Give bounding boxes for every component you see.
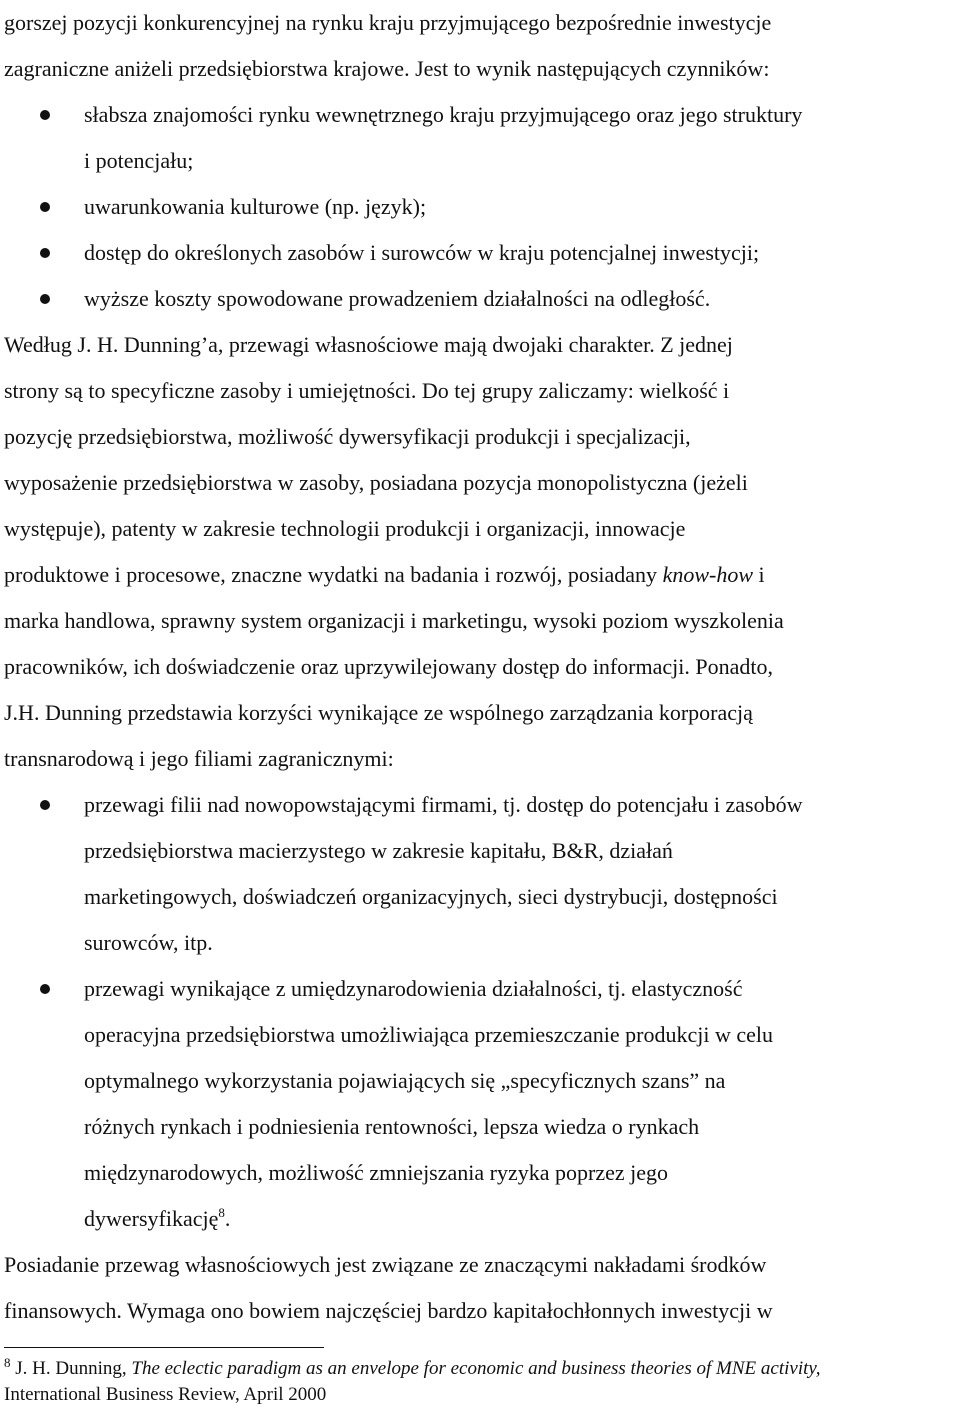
- italic-term: know-how: [662, 562, 754, 587]
- text-line: [4, 690, 956, 736]
- text-line: [4, 598, 956, 644]
- footnote-source: International Business Review, April 2000: [4, 1384, 327, 1405]
- text-line-content: J.H. Dunning przedstawia korzyści wynikające ze wspólnego zarządzania korporacją: [4, 700, 753, 725]
- text-line: [4, 460, 956, 506]
- footnote-divider: [4, 1347, 324, 1348]
- bullet-icon: [40, 202, 50, 212]
- list-item-text: przewagi filii nad nowopowstającymi firmami, tj. dostęp do potencjału i zasobów: [84, 792, 803, 817]
- bullet-icon: [40, 800, 50, 810]
- list-item-text: dywersyfikację: [84, 1206, 219, 1231]
- list-item-text: uwarunkowania kulturowe (np. język);: [84, 194, 427, 219]
- list-item-text: optymalnego wykorzystania pojawiających się „specyficznych szans” na: [84, 1068, 726, 1093]
- list-item-text: międzynarodowych, możliwość zmniejszania ryzyka poprzez jego: [84, 1160, 668, 1185]
- paragraph-ownership: [4, 1242, 956, 1334]
- text-line: [4, 506, 956, 552]
- period: .: [224, 1206, 231, 1231]
- bullet-icon: [40, 984, 50, 994]
- paragraph-dunning: [4, 322, 956, 782]
- text-line: [4, 552, 956, 598]
- list-item: [4, 782, 956, 966]
- text-line: [4, 414, 956, 460]
- text-line: [4, 322, 956, 368]
- text-line-content: gorszej pozycji konkurencyjnej na rynku kraju przyjmującego bezpośrednie inwestycje: [4, 10, 772, 35]
- text-line: [4, 644, 956, 690]
- footnote-title: The eclectic paradigm as an envelope for economic and business theories of MNE activity,: [131, 1358, 821, 1379]
- list-item: [4, 966, 956, 1242]
- text-line: [4, 0, 956, 46]
- list-item: [4, 92, 956, 184]
- bullet-icon: [40, 248, 50, 258]
- list-item-text: różnych rynkach i podniesienia rentowności, lepsza wiedza o rynkach: [84, 1114, 700, 1139]
- footnote-number: 8: [4, 1355, 11, 1370]
- text-line-content: transnarodową i jego filiami zagranicznymi:: [4, 746, 394, 771]
- text-line: [4, 46, 956, 92]
- list-item-text: i potencjału;: [84, 148, 194, 173]
- bullet-icon: [40, 110, 50, 120]
- text-line-content: Posiadanie przewag własnościowych jest związane ze znaczącymi nakładami środków: [4, 1252, 767, 1277]
- list-item-text: operacyjna przedsiębiorstwa umożliwiająca przemieszczanie produkcji w celu: [84, 1022, 774, 1047]
- paragraph-intro: [4, 0, 956, 92]
- text-line-content: marka handlowa, sprawny system organizacji i marketingu, wysoki poziom wyszkolenia: [4, 608, 784, 633]
- list-item-text: dostęp do określonych zasobów i surowców w kraju potencjalnej inwestycji;: [84, 240, 760, 265]
- text-line-content: zagraniczne aniżeli przedsiębiorstwa krajowe. Jest to wynik następujących czynników:: [4, 56, 770, 81]
- text-line: [84, 1196, 956, 1242]
- list-item-text: przedsiębiorstwa macierzystego w zakresie kapitału, B&R, działań: [84, 838, 673, 863]
- text-line: [4, 368, 956, 414]
- list-item: [4, 276, 956, 322]
- bullet-icon: [40, 294, 50, 304]
- text-line-content: i: [758, 562, 765, 587]
- footnote-author: J. H. Dunning,: [15, 1358, 127, 1379]
- text-line-content: strony są to specyficzne zasoby i umiejętności. Do tej grupy zaliczamy: wielkość i: [4, 378, 730, 403]
- list-item-text: słabsza znajomości rynku wewnętrznego kraju przyjmującego oraz jego struktury: [84, 102, 803, 127]
- text-line-content: pracowników, ich doświadczenie oraz uprzywilejowany dostęp do informacji. Ponadto,: [4, 654, 773, 679]
- text-line-content: pozycję przedsiębiorstwa, możliwość dywersyfikacji produkcji i specjalizacji,: [4, 424, 691, 449]
- text-line: [4, 736, 956, 782]
- footnote: [4, 1356, 956, 1408]
- footnote-reference[interactable]: 8: [218, 1205, 225, 1220]
- text-line-content: finansowych. Wymaga ono bowiem najczęściej bardzo kapitałochłonnych inwestycji w: [4, 1298, 773, 1323]
- text-line-content: produktowe i procesowe, znaczne wydatki na badania i rozwój, posiadany: [4, 562, 658, 587]
- list-item-text: przewagi wynikające z umiędzynarodowienia działalności, tj. elastyczność: [84, 976, 743, 1001]
- list-item-text: marketingowych, doświadczeń organizacyjnych, sieci dystrybucji, dostępności: [84, 884, 778, 909]
- text-line: [4, 1242, 956, 1288]
- list-item-text: wyższe koszty spowodowane prowadzeniem działalności na odległość.: [84, 286, 711, 311]
- text-line-content: Według J. H. Dunning’a, przewagi własnościowe mają dwojaki charakter. Z jednej: [4, 332, 733, 357]
- list-item-text: surowców, itp.: [84, 930, 213, 955]
- list-item: [4, 184, 956, 230]
- text-line: [4, 1288, 956, 1334]
- text-line-content: występuje), patenty w zakresie technologii produkcji i organizacji, innowacje: [4, 516, 686, 541]
- list-item: [4, 230, 956, 276]
- text-line-content: wyposażenie przedsiębiorstwa w zasoby, posiadana pozycja monopolistyczna (jeżeli: [4, 470, 748, 495]
